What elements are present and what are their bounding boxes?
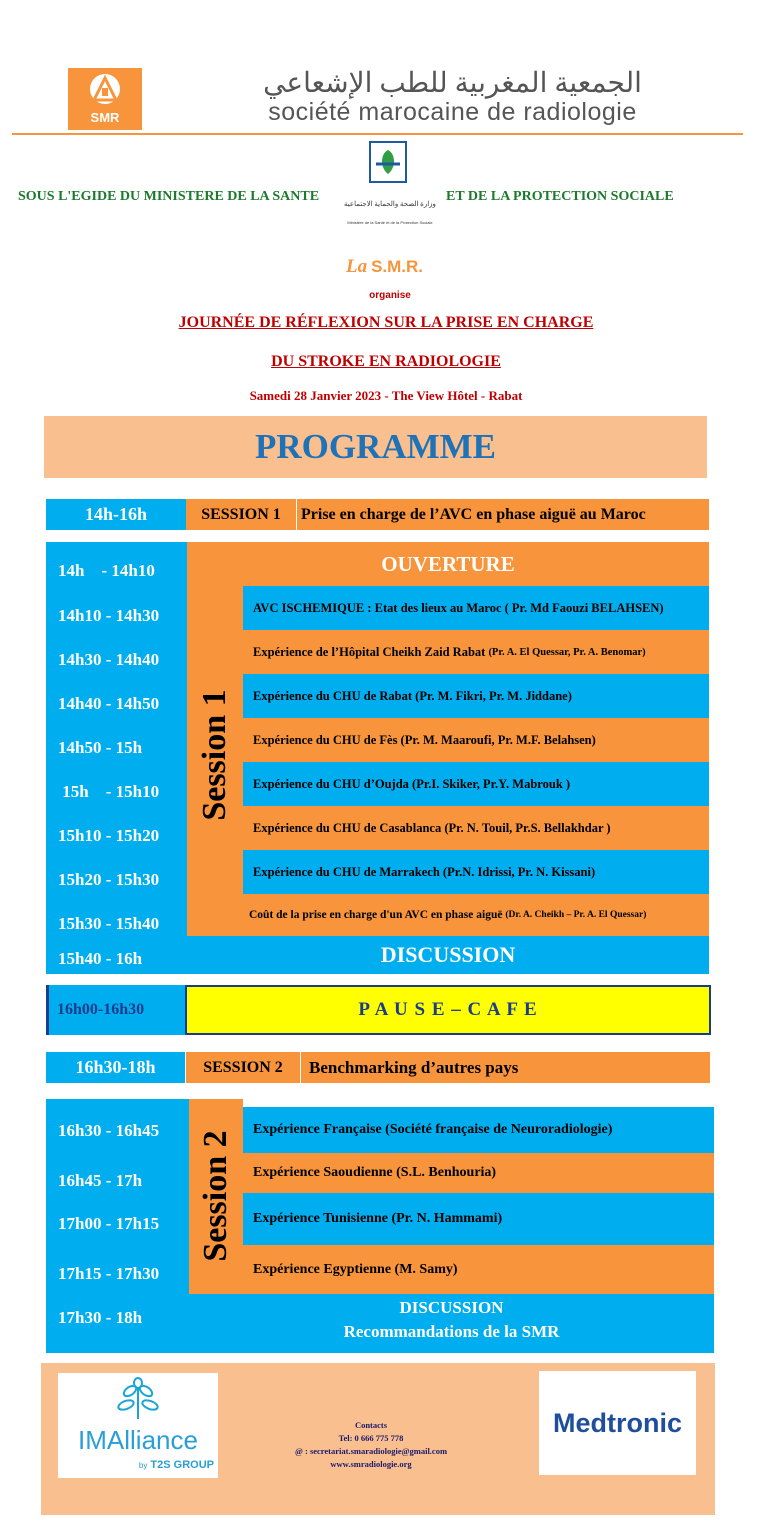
- discussion2-time: 17h30 - 18h: [58, 1308, 143, 1327]
- ministry-logo: [366, 140, 410, 200]
- s1-talk-2: Expérience du CHU de Rabat (Pr. M. Fikri, Pr. M. Jiddane): [243, 674, 709, 718]
- contacts-website[interactable]: www.smradiologie.org: [330, 1459, 412, 1469]
- s2-time-0: 16h30 - 16h45: [58, 1121, 160, 1140]
- discussion2-cell: [189, 1294, 714, 1353]
- organise-text: organise: [369, 290, 411, 301]
- pause-label-cell: [185, 985, 711, 1035]
- s2-time-2: 17h00 - 17h15: [58, 1214, 160, 1233]
- s1-talk-3: Expérience du CHU de Fès (Pr. M. Maaroufi, Pr. M.F. Belahsen): [243, 718, 709, 762]
- discussion1-time: 15h40 - 16h: [58, 949, 143, 968]
- ministry-caption-ar: وزارة الصحة والحماية الاجتماعية: [344, 200, 436, 208]
- imalliance-name: IMAlliance: [78, 1425, 198, 1455]
- egide-right: ET DE LA PROTECTION SOCIALE: [446, 189, 674, 204]
- pause-time-cell: [46, 985, 185, 1035]
- medtronic-logo: [539, 1371, 696, 1475]
- session1-vertical-band: [187, 586, 243, 936]
- session2-header-label: SESSION 2: [186, 1052, 300, 1083]
- header-divider: [12, 133, 743, 135]
- s2-talk-2: Expérience Tunisienne (Pr. N. Hammami): [243, 1193, 714, 1245]
- s1-time-6: 15h20 - 15h30: [58, 870, 160, 889]
- contacts-tel: Tel: 0 666 775 778: [338, 1433, 404, 1443]
- s1-time-3: 14h50 - 15h: [58, 738, 143, 757]
- event-title-line2: DU STROKE EN RADIOLOGIE: [271, 353, 501, 370]
- s1-talk-0: AVC ISCHEMIQUE : Etat des lieux au Maroc ( Pr. Md Faouzi BELAHSEN): [243, 586, 709, 630]
- french-name: société marocaine de radiologie: [268, 98, 637, 126]
- session1-header-label: SESSION 1: [186, 499, 296, 530]
- leaf-icon: [108, 1377, 168, 1421]
- opening-time: 14h - 14h10: [58, 561, 155, 580]
- s1-time-7: 15h30 - 15h40: [58, 914, 160, 933]
- ministry-caption-fr: Ministère de la Santé et de la Protection Sociale: [347, 220, 433, 225]
- s1-talk-1: Expérience de l’Hôpital Cheikh Zaid Rabat (Pr. A. El Quessar, Pr. A. Benomar): [243, 630, 709, 674]
- s1-talk-4: Expérience du CHU d’Oujda (Pr.I. Skiker, Pr.Y. Mabrouk ): [243, 762, 709, 806]
- session1-vertical-label: Session 1: [196, 689, 233, 821]
- contacts-title: Contacts: [354, 1420, 388, 1430]
- session1-header-title: Prise en charge de l’AVC en phase aiguë au Maroc: [297, 499, 709, 530]
- imalliance-logo: [58, 1373, 218, 1478]
- organizer-smr: S.M.R.: [371, 257, 424, 276]
- s1-time-1: 14h30 - 14h40: [58, 650, 160, 669]
- organizer: [0, 256, 769, 278]
- s1-time-5: 15h10 - 15h20: [58, 826, 160, 845]
- session2-header-time: 16h30-18h: [46, 1052, 185, 1083]
- egide-left: SOUS L'EGIDE DU MINISTERE DE LA SANTE: [18, 189, 320, 204]
- s2-time-3: 17h15 - 17h30: [58, 1264, 160, 1283]
- discussion2-label: DISCUSSION: [399, 1298, 504, 1317]
- contacts-block: [271, 1419, 471, 1471]
- opening-cell: [187, 542, 709, 586]
- event-title-line1: JOURNÉE DE RÉFLEXION SUR LA PRISE EN CHARGE: [178, 314, 594, 331]
- s1-talk-5: Expérience du CHU de Casablanca (Pr. N. Touil, Pr.S. Bellakhdar ): [243, 806, 709, 850]
- s2-talk-1: Expérience Saoudienne (S.L. Benhouria): [243, 1153, 714, 1193]
- smr-emblem-icon: [90, 74, 120, 104]
- s1-time-4: 15h - 15h10: [58, 782, 160, 801]
- opening-label: OUVERTURE: [381, 551, 515, 576]
- imalliance-byline: by T2S GROUP: [138, 1459, 214, 1471]
- discussion1-label: DISCUSSION: [380, 942, 516, 967]
- s2-time-1: 16h45 - 17h: [58, 1171, 143, 1190]
- s2-talk-0: Expérience Française (Société française de Neuroradiologie): [243, 1107, 714, 1153]
- organizer-la: La: [345, 256, 368, 277]
- session1-header-time: 14h-16h: [46, 499, 186, 530]
- s1-time-2: 14h40 - 14h50: [58, 694, 160, 713]
- contacts-email[interactable]: @ : secretariat.smaradiologie@gmail.com: [294, 1446, 448, 1456]
- s1-talk-7: Coût de la prise en charge d'un AVC en phase aiguë (Dr. A. Cheikh – Pr. A. El Quessar): [243, 894, 709, 936]
- footer-band: [41, 1363, 715, 1515]
- s2-talk-3: Expérience Egyptienne (M. Samy): [243, 1245, 714, 1294]
- session2-vertical-label: Session 2: [197, 1130, 234, 1262]
- arabic-name: الجمعية المغربية للطب الإشعاعي: [263, 68, 642, 99]
- smr-logo-text: SMR: [90, 110, 120, 125]
- programme-banner: [44, 416, 707, 478]
- recommendations-label: Recommandations de la SMR: [343, 1322, 560, 1341]
- s1-time-0: 14h10 - 14h30: [58, 606, 160, 625]
- session2-header-title: Benchmarking d’autres pays: [301, 1052, 710, 1083]
- medtronic-name: Medtronic: [552, 1407, 682, 1438]
- smr-logo: [68, 68, 142, 130]
- discussion1-cell: [187, 936, 709, 974]
- pause-label: P A U S E – C A F E: [358, 999, 538, 1020]
- pause-time: 16h00-16h30: [57, 1001, 145, 1018]
- event-date-place: Samedi 28 Janvier 2023 - The View Hôtel - Rabat: [249, 388, 523, 403]
- session2-vertical-band: [189, 1099, 243, 1294]
- programme-title: PROGRAMME: [254, 427, 497, 466]
- s1-talk-6: Expérience du CHU de Marrakech (Pr.N. Idrissi, Pr. N. Kissani): [243, 850, 709, 894]
